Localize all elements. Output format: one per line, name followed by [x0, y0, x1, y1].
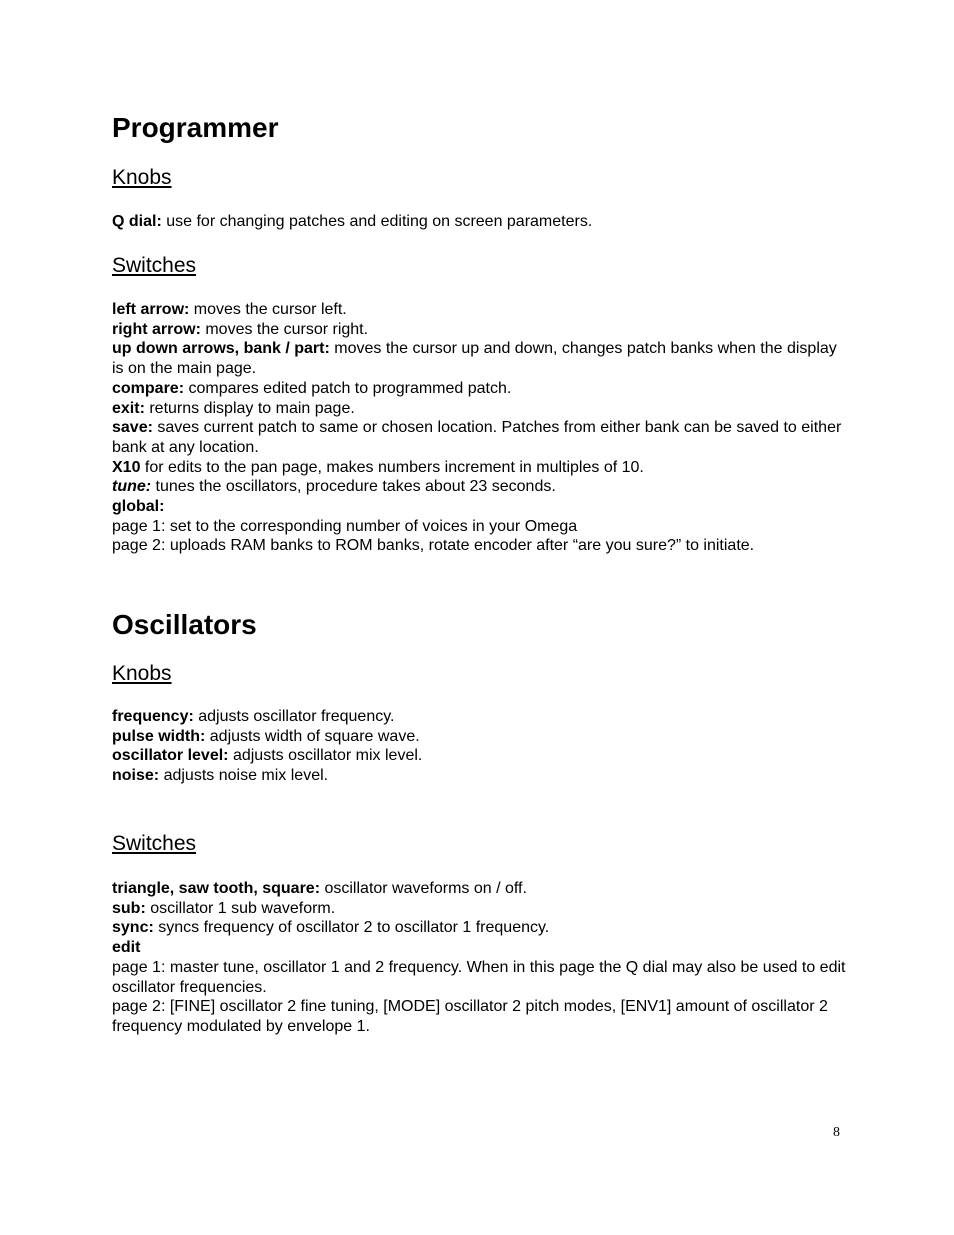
definition-line: global:	[112, 498, 165, 516]
definition-line: sub: oscillator 1 sub waveform.	[112, 899, 336, 917]
heading-programmer: Programmer	[112, 112, 279, 143]
definition-line: frequency: adjusts oscillator frequency.	[112, 708, 395, 725]
definition-line: save: saves current patch to same or chosen location. Patches from either bank can be saved to either bank at any location.	[112, 419, 842, 456]
definition-line: X10 for edits to the pan page, makes numbers increment in multiples of 10.	[112, 458, 644, 476]
subheading-programmer-switches: Switches	[112, 254, 197, 277]
definition-line: page 1: master tune, oscillator 1 and 2 frequency. When in this page the Q dial may also be used to edit oscillator frequencies.	[112, 958, 846, 996]
definition-line: sync: syncs frequency of oscillator 2 to oscillator 1 frequency.	[112, 919, 550, 937]
definition-line: noise: adjusts noise mix level.	[112, 767, 329, 785]
definition-line: page 1: set to the corresponding number of voices in your Omega	[112, 517, 578, 535]
definition-line: Q dial: use for changing patches and editing on screen parameters.	[112, 213, 593, 230]
definition-line: up down arrows, bank / part: moves the cursor up and down, changes patch banks when the display is on the main page.	[112, 340, 837, 378]
definition-line: tune: tunes the oscillators, procedure takes about 23 seconds.	[112, 478, 556, 496]
definition-line: pulse width: adjusts width of square wave.	[112, 727, 420, 745]
subheading-oscillators-knobs: Knobs	[112, 662, 172, 685]
definition-line: left arrow: moves the cursor left.	[112, 301, 347, 318]
heading-oscillators: Oscillators	[112, 609, 257, 640]
subheading-oscillators-switches: Switches	[112, 832, 197, 855]
definition-line: page 2: [FINE] oscillator 2 fine tuning, [MODE] oscillator 2 pitch modes, [ENV1] amount of oscillator 2 frequency modulated by envelope 1.	[112, 998, 828, 1035]
definition-line: compare: compares edited patch to programmed patch.	[112, 379, 512, 397]
subheading-programmer-knobs: Knobs	[112, 166, 172, 189]
programmer-switches-list	[112, 300, 852, 556]
definition-line: triangle, saw tooth, square: oscillator waveforms on / off.	[112, 880, 527, 897]
definition-line: edit	[112, 939, 141, 957]
page-number: 8	[833, 1125, 840, 1140]
definition-line: exit: returns display to main page.	[112, 399, 355, 417]
programmer-knobs-list	[112, 212, 852, 232]
oscillators-knobs-list	[112, 707, 852, 786]
oscillators-switches-list	[112, 879, 852, 1037]
definition-line: page 2: uploads RAM banks to ROM banks, rotate encoder after “are you sure?” to initiate.	[112, 537, 755, 555]
definition-line: oscillator level: adjusts oscillator mix level.	[112, 747, 423, 765]
definition-line: right arrow: moves the cursor right.	[112, 320, 369, 338]
